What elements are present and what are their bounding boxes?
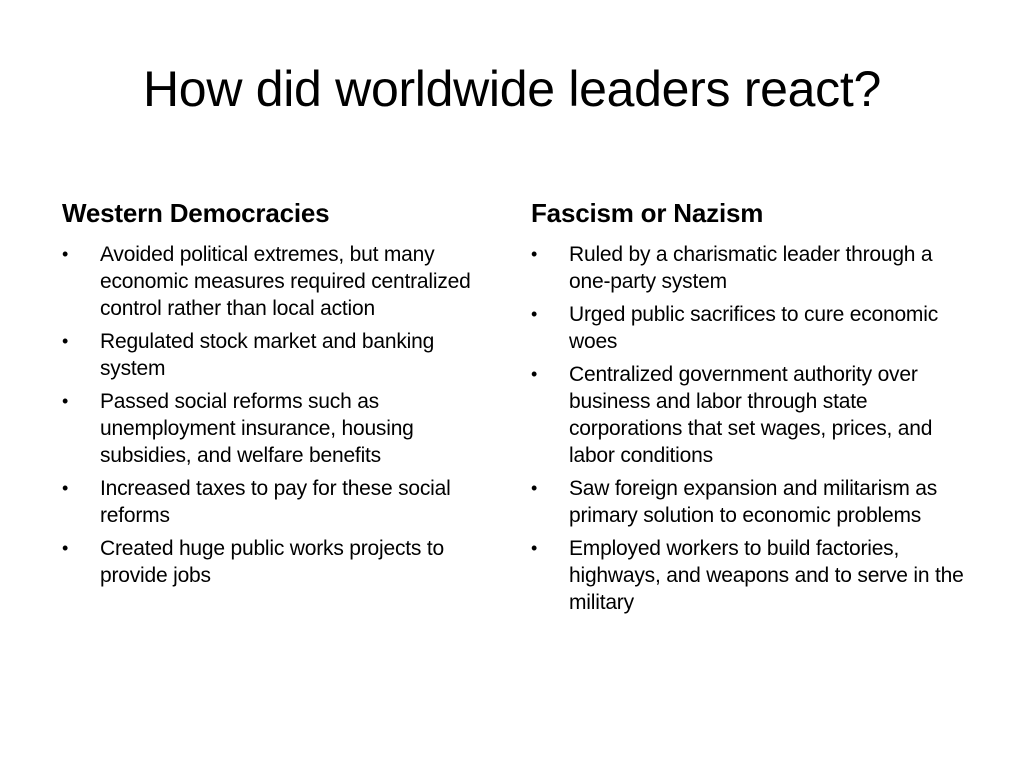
fascism-or-nazism-column	[531, 198, 971, 622]
list-item	[531, 535, 971, 616]
column-heading-western-democracies: Western Democracies	[62, 198, 330, 228]
bullet-icon: •	[62, 478, 69, 499]
list-item	[62, 475, 482, 529]
bullet-icon: •	[531, 304, 538, 325]
list-item-text: Passed social reforms such as unemployment insurance, housing subsidies, and welfare benefits	[100, 390, 414, 468]
list-item	[62, 535, 482, 589]
list-item-text: Created huge public works projects to provide jobs	[100, 537, 444, 588]
list-item-text: Centralized government authority over business and labor through state corporations that set wages, prices, and labor conditions	[569, 363, 933, 468]
bullet-icon: •	[531, 538, 538, 559]
list-item-text: Saw foreign expansion and militarism as primary solution to economic problems	[569, 477, 938, 528]
list-item	[531, 241, 971, 295]
list-item	[62, 328, 482, 382]
bullet-icon: •	[62, 391, 69, 412]
bullet-icon: •	[62, 331, 69, 352]
bullet-icon: •	[62, 538, 69, 559]
list-item-text: Ruled by a charismatic leader through a one-party system	[569, 243, 933, 294]
bullet-icon: •	[531, 364, 538, 385]
slide-title: How did worldwide leaders react?	[143, 61, 881, 117]
list-item	[62, 241, 482, 322]
list-item-text: Employed workers to build factories, highways, and weapons and to serve in the military	[569, 537, 964, 615]
list-item	[531, 361, 971, 469]
bullet-icon: •	[531, 244, 538, 265]
list-item	[62, 388, 482, 469]
western-democracies-column	[62, 198, 482, 595]
list-item-text: Increased taxes to pay for these social reforms	[100, 477, 451, 528]
bullet-icon: •	[531, 478, 538, 499]
column-heading-fascism-or-nazism: Fascism or Nazism	[531, 198, 764, 228]
list-item-text: Regulated stock market and banking system	[100, 330, 435, 381]
list-item	[531, 475, 971, 529]
western-democracies-list	[62, 241, 482, 589]
fascism-or-nazism-list	[531, 241, 971, 616]
list-item	[531, 301, 971, 355]
list-item-text: Avoided political extremes, but many economic measures required centralized control rather than local action	[100, 243, 471, 321]
list-item-text: Urged public sacrifices to cure economic woes	[569, 303, 938, 354]
bullet-icon: •	[62, 244, 69, 265]
